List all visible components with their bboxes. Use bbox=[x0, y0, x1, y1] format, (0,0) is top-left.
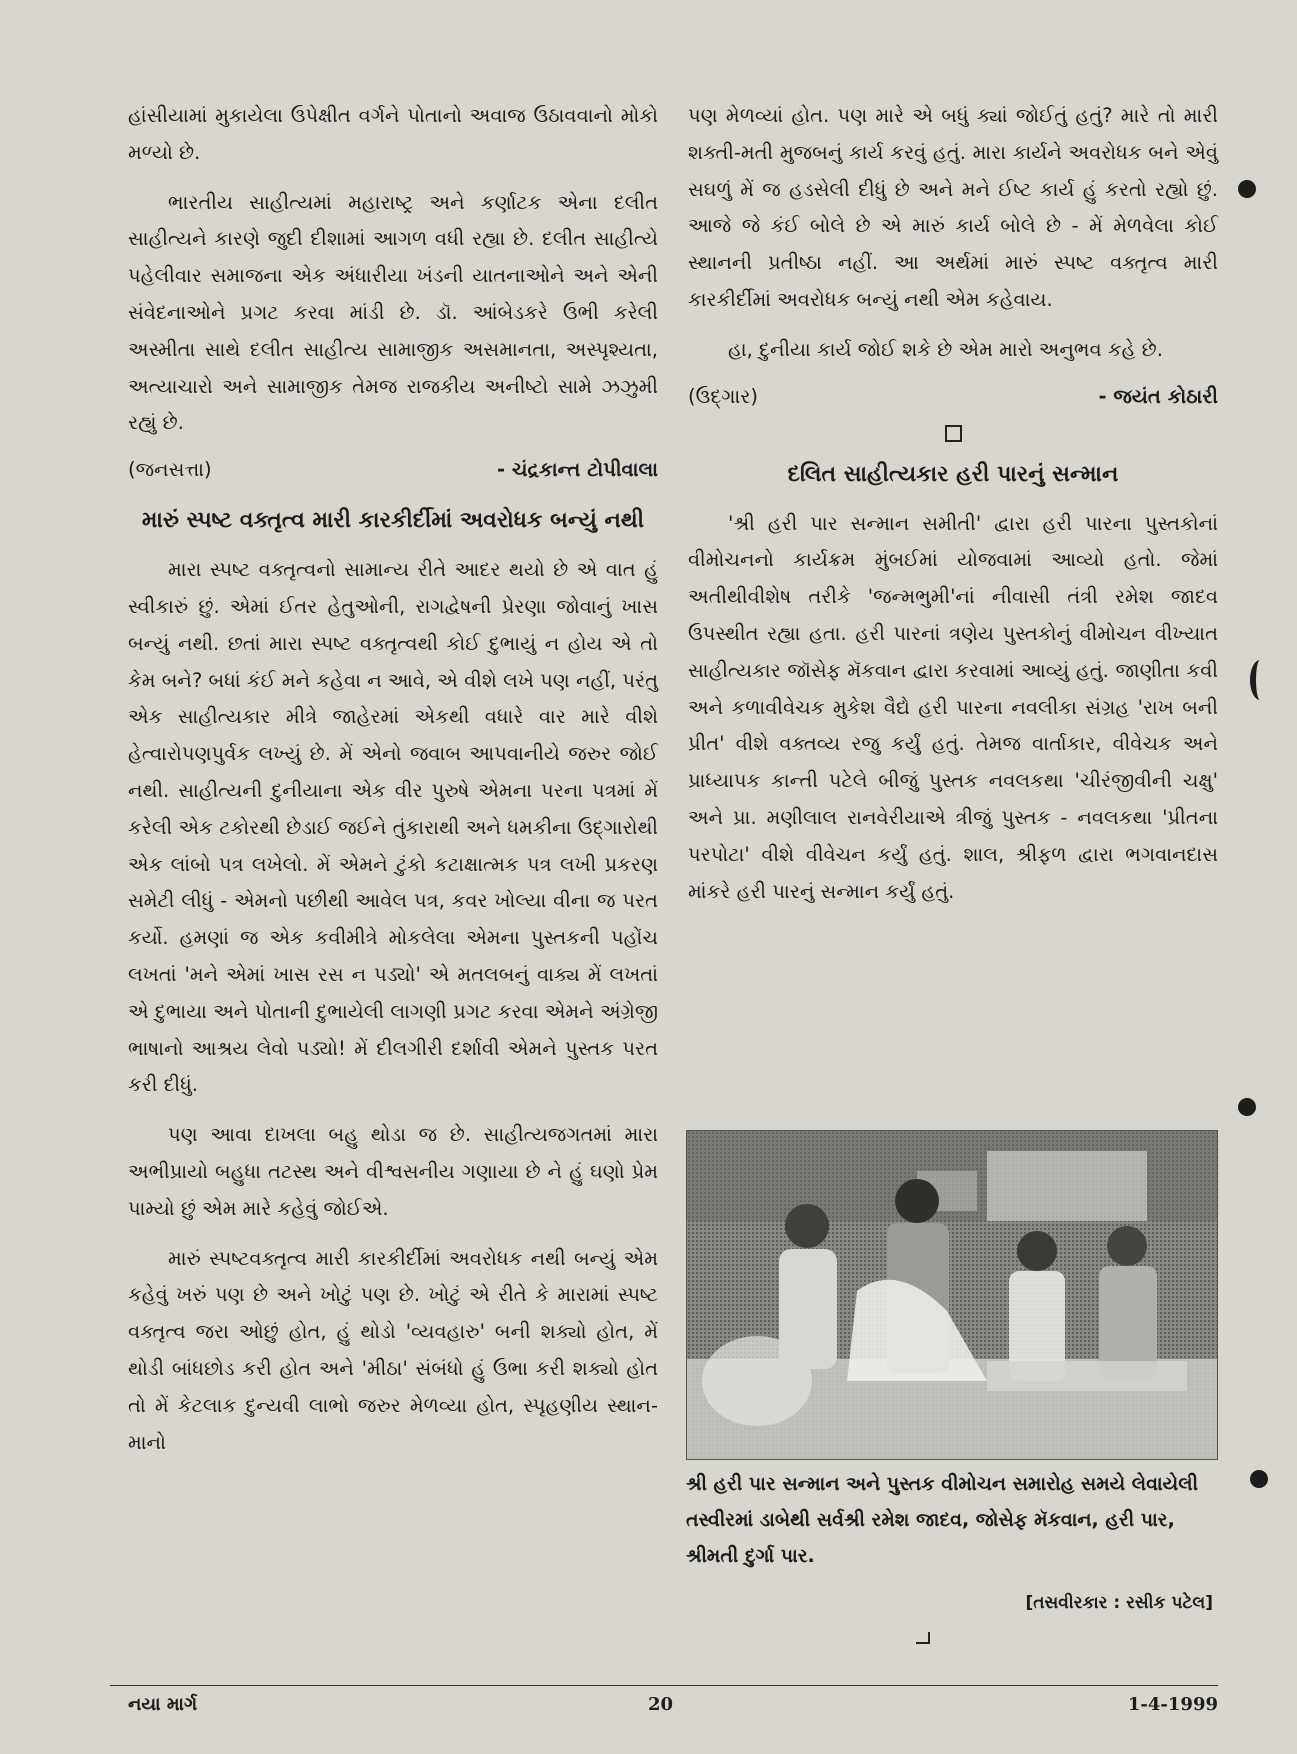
left-paragraph-1: હાંસીયામાં મુકાયેલા ઉપેક્ષીત વર્ગને પોતાનો અવાજ ઉઠાવવાનો મોકો મળ્યો છે. bbox=[128, 104, 658, 164]
left-source: (જનસત્તા) bbox=[128, 458, 212, 482]
right-paragraph-3: 'શ્રી હરી પાર સન્માન સમીતી' દ્વારા હરી પારના પુસ્તકોનાં વીમોચનનો કાર્યક્રમ મુંબઈમાં યોજવામાં આવ્યો હતો. જેમાં અતીથીવીશેષ તરીકે 'જન્મભુમી'નાં નીવાસી તંત્રી રમેશ જાદવ ઉપસ્થીત રહ્યા હતા. હરી પારનાં ત્રણેય પુસ્તકોનું વીમોચન વીખ્યાત સાહીત્યકાર જૉસેફ મૅકવાન દ્વારા કરવામાં આવ્યું હતું. જાણીતા કવી અને કળાવીવેચક મુકેશ વૈદ્યે હરી પારના નવલીકા સંગ્રહ 'રાખ બની પ્રીત' વીશે વક્તવ્ય રજુ કર્યું હતું. તેમજ વાર્તાકાર, વીવેચક અને પ્રાધ્યાપક કાન્તી પટેલે બીજું પુસ્તક નવલકથા 'ચીરંજીવીની ચક્ષુ' અને પ્રા. મણીલાલ રાનવેરીયાએ ત્રીજું પુસ્તક - નવલકથા 'પ્રીતના પરપોટા' વીશે વીવેચન કર્યું હતું. શાલ, શ્રીફળ દ્વારા ભગવાનદાસ માંકરે હરી પારનું સન્માન કર્યું હતું. bbox=[688, 511, 1218, 903]
left-signature bbox=[128, 452, 658, 488]
left-author: - ચંદ્રકાન્ત ટોપીવાલા bbox=[497, 458, 658, 482]
event-photo bbox=[686, 1130, 1218, 1460]
right-source: (ઉદ્ગાર) bbox=[688, 384, 758, 408]
left-paragraph-3: મારા સ્પષ્ટ વક્તૃત્વનો સામાન્ય રીતે આદર થયો છે એ વાત હું સ્વીકારું છું. એમાં ઈતર હેતુઓની, રાગદ્વેષની પ્રેરણા જોવાનું ખાસ બન્યું નથી. છતાં મારા સ્પષ્ટ વક્તૃત્વથી કોઈ દુભાયું ન હોય એ તો કેમ બને? બધાં કંઈ મને કહેવા ન આવે, એ વીશે લખે પણ નહીં, પરંતુ એક સાહીત્યકાર મીત્રે જાહેરમાં એકથી વધારે વાર મારે વીશે હેત્વારોપણપુર્વક લખ્યું છે. મેં એનો જવાબ આપવાનીયે જરુર જોઈ નથી. સાહીત્યની દુનીયાના એક વીર પુરુષે એમના પરના પત્રમાં મેં કરેલી એક ટકોરથી છેડાઈ જઈને તુંકારાથી અને ધમકીના ઉદ્ગારોથી એક લાંબો પત્ર લખેલો. મેં એમને ટુંકો કટાક્ષાત્મક પત્ર લખી પ્રકરણ સમેટી લીધું - એમનો પછીથી આવેલ પત્ર, કવર ખોલ્યા વીના જ પરત કર્યો. હમણાં જ એક કવીમીત્રે મોકલેલા એમના પુસ્તકની પહોંચ લખતાં 'મને એમાં ખાસ રસ ન પડ્યો' એ મતલબનું વાક્ય મેં લખતાં એ દુભાયા અને પોતાની દુભાયેલી લાગણી પ્રગટ કરવા એમને અંગ્રેજી ભાષાનો આશ્રય લેવો પડ્યો! મેં દીલગીરી દર્શાવી એમને પુસ્તક પરત કરી દીધું. bbox=[128, 558, 658, 1097]
photo-caption: શ્રી હરી પાર સન્માન અને પુસ્તક વીમોચન સમારોહ સમયે લેવાયેલી તસ્વીરમાં ડાબેથી સર્વશ્રી રમેશ જાદવ, જોસેફ મૅકવાન, હરી પાર, શ્રીમતી દુર્ગા પાર. bbox=[686, 1473, 1199, 1567]
footer-rule bbox=[110, 1685, 1218, 1686]
event-photo-illustration bbox=[687, 1131, 1217, 1459]
left-article-headline: મારું સ્પષ્ટ વક્તૃત્વ મારી કારકીર્દીમાં અવરોધક બન્યું નથી bbox=[141, 508, 645, 534]
punch-hole-icon bbox=[1238, 180, 1256, 198]
footer-page-number: 20 bbox=[648, 1694, 674, 1715]
left-paragraph-2: ભારતીય સાહીત્યમાં મહારાષ્ટ્ર અને કર્ણાટક એના દલીત સાહીત્યને કારણે જુદી દીશામાં આગળ વધી રહ્યા છે. દલીત સાહીત્યે પહેલીવાર સમાજના એક અંધારીયા ખંડની યાતનાઓને અને એની સંવેદનાઓને પ્રગટ કરવા માંડી છે. ડૉ. આંબેડકરે ઉભી કરેલી અસ્મીતા સાથે દલીત સાહીત્ય સામાજીક અસમાનતા, અસ્પૃશ્યતા, અત્યાચારો અને સામાજીક તેમજ રાજકીય અનીષ્ટો સામે ઝઝુમી રહ્યું છે. bbox=[128, 190, 658, 435]
left-paragraph-5: મારું સ્પષ્ટવક્તૃત્વ મારી કારકીર્દીમાં અવરોધક નથી બન્યું એમ કહેવું ખરું પણ છે અને ખોટું પણ છે. ખોટું એ રીતે કે મારામાં સ્પષ્ટ વક્તૃત્વ જરા ઓછું હોત, હું થોડો 'વ્યવહારુ' બની શક્યો હોત, મેં થોડી બાંધછોડ કરી હોત અને 'મીઠા' સંબંધો હું ઉભા કરી શક્યો હોત તો મેં કેટલાક દુન્યવી લાભો જરુર મેળવ્યા હોત, સ્પૃહણીય સ્થાન-માનો bbox=[128, 1246, 658, 1454]
right-paragraph-1: પણ મેળવ્યાં હોત. પણ મારે એ બધું ક્યાં જોઈતું હતું? મારે તો મારી શક્તી-મતી મુજબનું કાર્ય કરવું હતું. મારા કાર્યને અવરોધક બને એવું સઘળું મેં જ હડસેલી દીધું છે અને મને ઈષ્ટ કાર્ય હું કરતો રહ્યો છું. આજે જે કંઈ બોલે છે એ મારું કાર્ય બોલે છે - મેં મેળવેલા કોઈ સ્થાનની પ્રતીષ્ઠા નહીં. આ અર્થમાં મારું સ્પષ્ટ વક્તૃત્વ મારી કારકીર્દીમાં અવરોધક બન્યું નથી એમ કહેવાય. bbox=[688, 104, 1218, 311]
punch-hole-icon bbox=[1238, 1098, 1256, 1116]
footer-magazine-name: નયા માર્ગ bbox=[128, 1694, 198, 1715]
footer-date: 1-4-1999 bbox=[1127, 1694, 1218, 1715]
article-end-mark-icon bbox=[916, 1632, 930, 1644]
punch-hole-icon bbox=[1250, 1470, 1268, 1488]
left-column bbox=[128, 98, 658, 1461]
right-author: - જયંત કોઠારી bbox=[1098, 384, 1218, 408]
right-article-headline: દલિત સાહીત્યકાર હરી પારનું સન્માન bbox=[787, 461, 1119, 487]
right-signature bbox=[688, 379, 1218, 415]
punch-hole-icon bbox=[1250, 660, 1270, 700]
right-paragraph-2: હા, દુનીયા કાર્ય જોઈ શકે છે એમ મારો અનુભવ કહે છે. bbox=[728, 337, 1163, 361]
photo-credit: [તસવીરકાર : રસીક પટેલ] bbox=[1025, 1593, 1213, 1613]
section-end-box-icon bbox=[945, 425, 962, 442]
left-paragraph-4: પણ આવા દાખલા બહુ થોડા જ છે. સાહીત્યજગતમાં મારા અભીપ્રાયો બહુધા તટસ્થ અને વીશ્વસનીય ગણાયા છે ને હું ઘણો પ્રેમ પામ્યો છું એમ મારે કહેવું જોઈએ. bbox=[128, 1123, 658, 1220]
right-column bbox=[688, 98, 1218, 910]
